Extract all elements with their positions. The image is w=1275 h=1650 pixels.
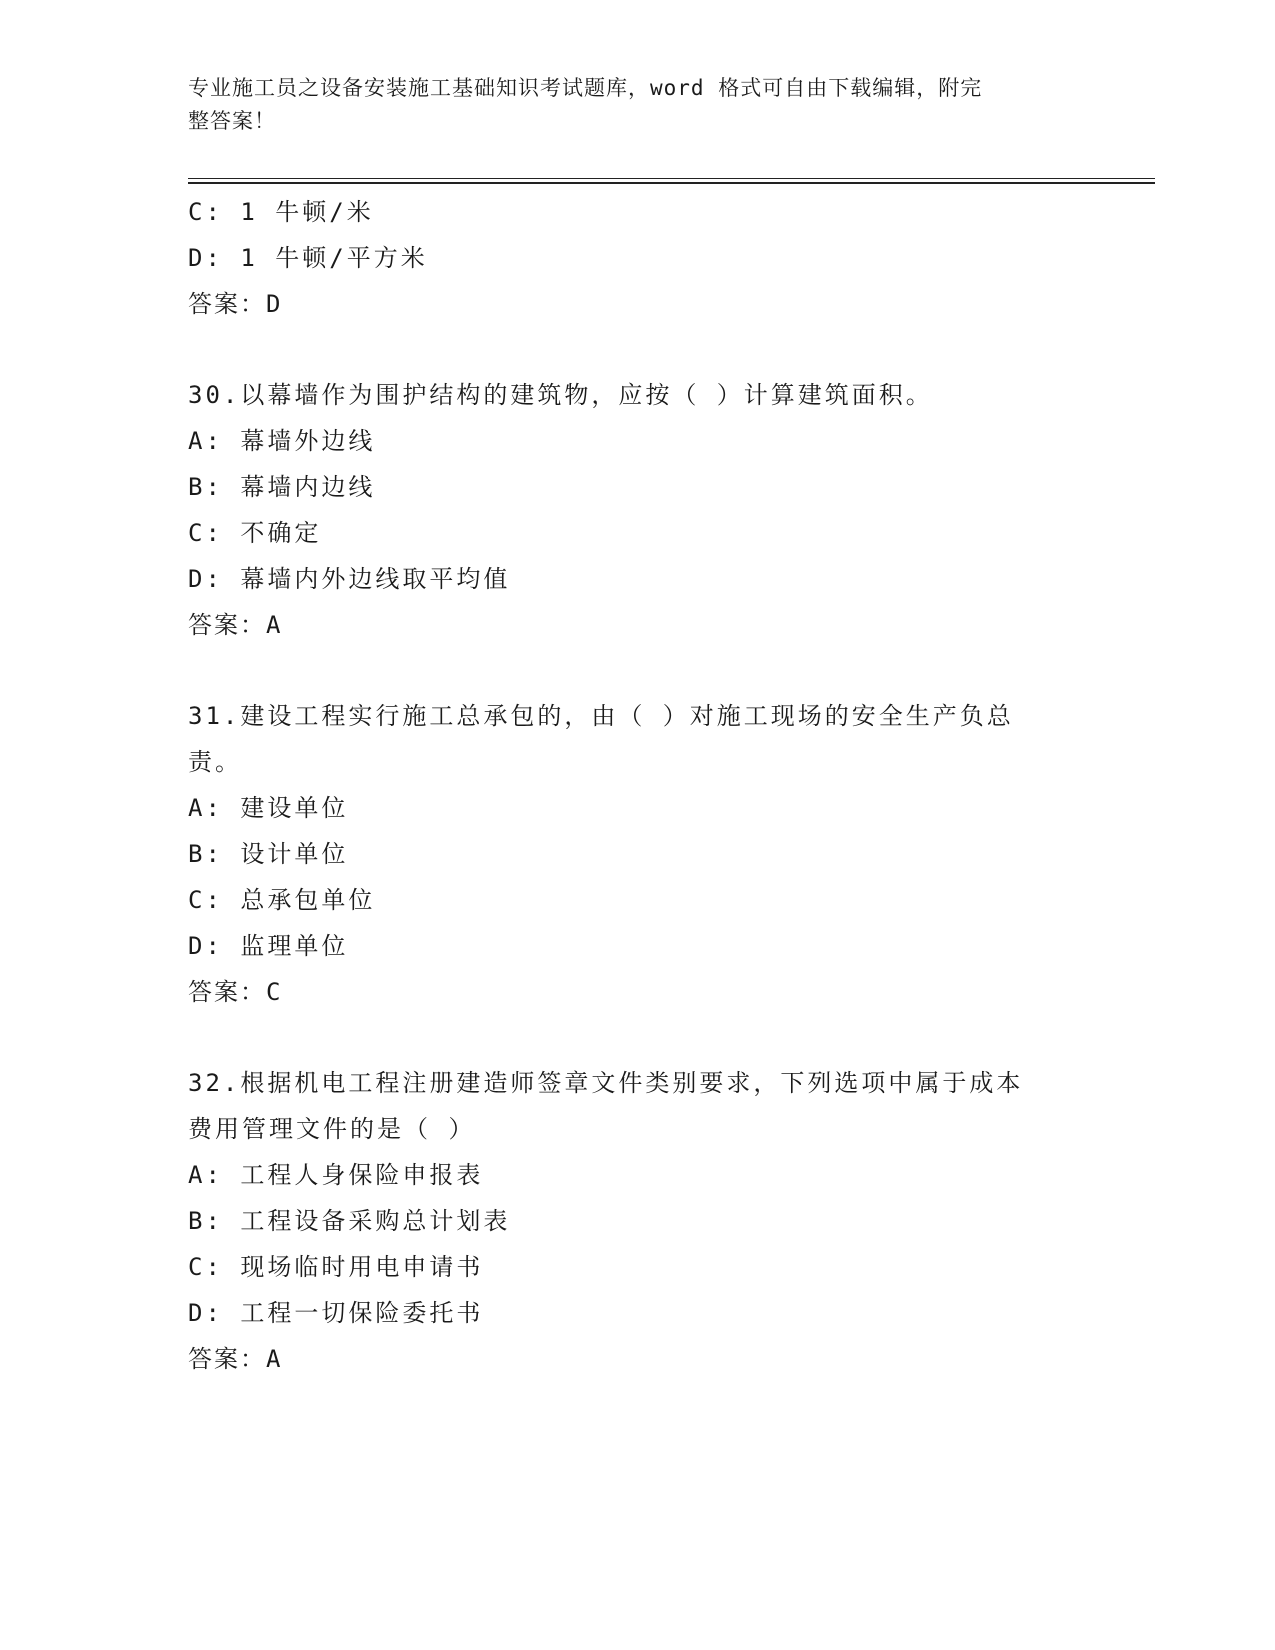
question-31 <box>188 693 1088 1015</box>
option-label: C: <box>188 1253 223 1281</box>
option-text: 不确定 <box>240 519 322 547</box>
question-stem-line-2: 费用管理文件的是（ ） <box>188 1115 476 1143</box>
option-a <box>188 785 1088 831</box>
option-label: C: <box>188 519 223 547</box>
document-header <box>188 72 1068 138</box>
answer-line: 答案：C <box>188 978 283 1006</box>
header-divider-thick <box>188 182 1155 184</box>
previous-question-tail <box>188 189 1088 327</box>
question-32 <box>188 1060 1088 1382</box>
answer-line: 答案：A <box>188 611 283 639</box>
option-label: A: <box>188 427 223 455</box>
option-b <box>188 1198 1088 1244</box>
question-stem-line-1: 32.根据机电工程注册建造师签章文件类别要求，下列选项中属于成本 <box>188 1069 1024 1097</box>
option-label: C: <box>188 198 223 226</box>
option-d <box>188 556 1088 602</box>
option-text: 建设单位 <box>240 794 349 822</box>
option-text: 现场临时用电申请书 <box>240 1253 484 1281</box>
option-text: 工程一切保险委托书 <box>240 1299 484 1327</box>
question-content <box>188 189 1088 1382</box>
option-text: 幕墙内边线 <box>240 473 376 501</box>
option-label: B: <box>188 1207 223 1235</box>
option-label: D: <box>188 1299 223 1327</box>
option-label: A: <box>188 1161 223 1189</box>
option-text: 幕墙内外边线取平均值 <box>240 565 511 593</box>
option-d <box>188 923 1088 969</box>
question-stem-line-2: 责。 <box>188 748 242 776</box>
option-c <box>188 877 1088 923</box>
answer-line: 答案：D <box>188 290 283 318</box>
option-d <box>188 235 1088 281</box>
option-text: 工程人身保险申报表 <box>240 1161 484 1189</box>
option-b <box>188 464 1088 510</box>
option-text: 1 牛顿/米 <box>240 198 374 226</box>
option-label: D: <box>188 932 223 960</box>
option-text: 幕墙外边线 <box>240 427 376 455</box>
option-label: A: <box>188 794 223 822</box>
option-text: 监理单位 <box>240 932 349 960</box>
option-label: C: <box>188 886 223 914</box>
option-text: 总承包单位 <box>240 886 376 914</box>
option-c <box>188 1244 1088 1290</box>
option-text: 1 牛顿/平方米 <box>240 244 428 272</box>
option-c <box>188 189 1088 235</box>
header-title-line-1: 专业施工员之设备安装施工基础知识考试题库，word 格式可自由下载编辑，附完 <box>188 76 983 100</box>
option-label: D: <box>188 565 223 593</box>
question-30 <box>188 372 1088 648</box>
option-b <box>188 831 1088 877</box>
option-label: B: <box>188 840 223 868</box>
option-a <box>188 418 1088 464</box>
option-label: D: <box>188 244 223 272</box>
option-label: B: <box>188 473 223 501</box>
option-text: 设计单位 <box>240 840 349 868</box>
question-stem-line-1: 31.建设工程实行施工总承包的，由（ ）对施工现场的安全生产负总 <box>188 702 1014 730</box>
header-divider-thin <box>188 178 1155 179</box>
option-a <box>188 1152 1088 1198</box>
answer-line: 答案：A <box>188 1345 283 1373</box>
option-c <box>188 510 1088 556</box>
question-stem: 30.以幕墙作为围护结构的建筑物，应按（ ）计算建筑面积。 <box>188 381 933 409</box>
option-d <box>188 1290 1088 1336</box>
option-text: 工程设备采购总计划表 <box>240 1207 511 1235</box>
header-title-line-2: 整答案！ <box>188 109 276 133</box>
